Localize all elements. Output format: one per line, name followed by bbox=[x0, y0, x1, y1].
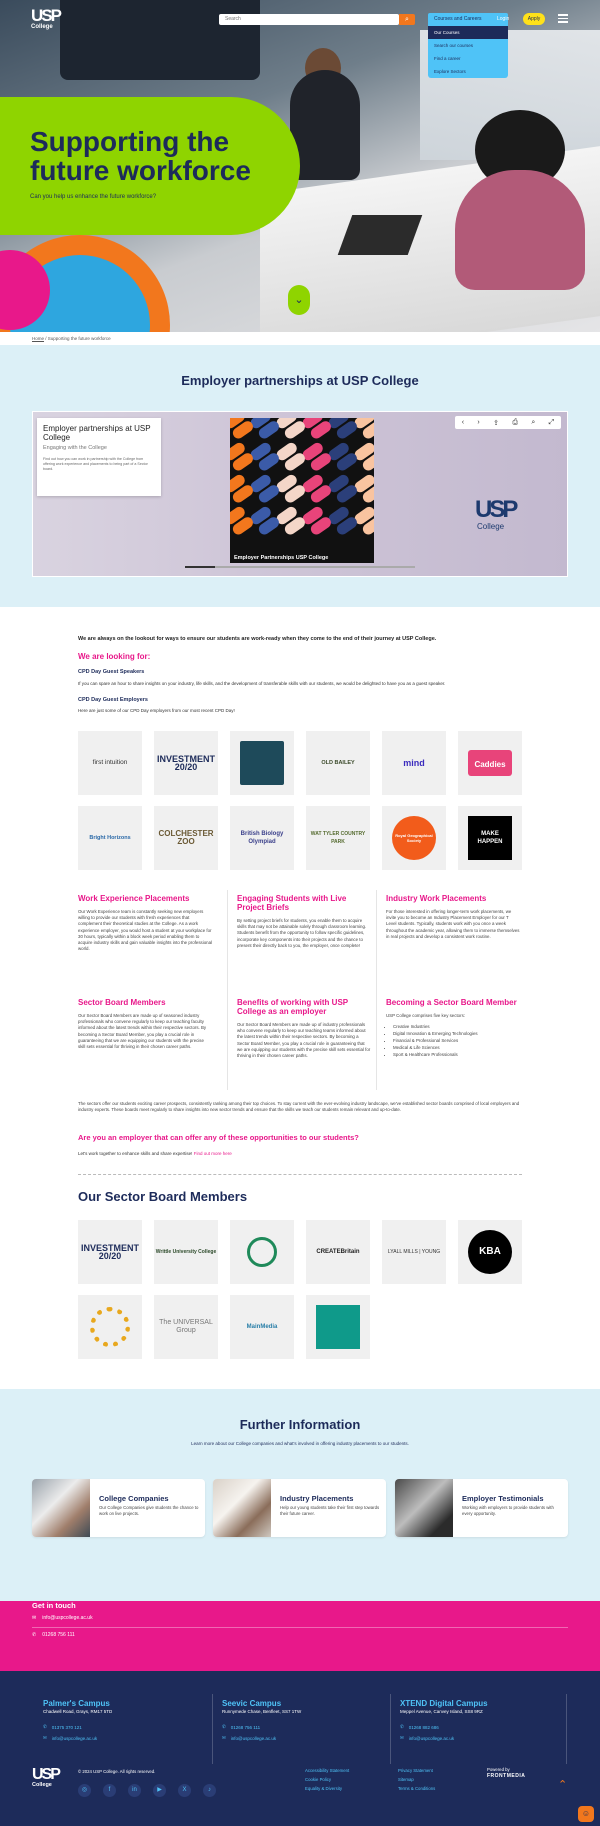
fullscreen-icon[interactable]: ⤢ bbox=[548, 418, 555, 426]
find-out-more-link[interactable]: Find out more here bbox=[193, 1151, 232, 1156]
logo-tile bbox=[306, 731, 370, 795]
sector-item: • Digital Innovation & Emerging Technologies bbox=[393, 1030, 520, 1037]
logo-tile bbox=[154, 731, 218, 795]
mail-icon: ✉ bbox=[32, 1615, 37, 1621]
logo-tile bbox=[154, 806, 218, 870]
link-accessibility[interactable]: Accessibility Statement bbox=[305, 1768, 350, 1773]
logo-label: CREATEBritain bbox=[316, 1249, 360, 1255]
sector-item: • Sport & Healthcare Professionals bbox=[393, 1051, 520, 1058]
campus-email[interactable]: ✉ info@uspcollege.ac.uk bbox=[43, 1735, 98, 1741]
card-employer-testimonials[interactable]: Employer Testimonials Working with employers to provide students with every opportunity. bbox=[395, 1479, 568, 1537]
link-cookie-policy[interactable]: Cookie Policy bbox=[305, 1777, 332, 1782]
sectors-paragraph: The sectors offer our students exciting career prospects, consistently ranking among their top choices. To stay current with the ever-evolving industry landscape, we've established sector boards comprised of local employers and industry experts. These boards meet regularly to share insights into new sector trends and ensure that the skills we teach our students remain relevant and up-to-date. bbox=[78, 1101, 520, 1113]
link-sitemap[interactable]: Sitemap bbox=[398, 1777, 414, 1782]
logo-tile bbox=[306, 1220, 370, 1284]
intro-text: We are always on the lookout for ways to ensure our students are work-ready when they come to the end of their journey at USP College. bbox=[78, 636, 437, 642]
logo-label: first intuition bbox=[92, 759, 128, 766]
logo-label: MAKE HAPPEN bbox=[477, 831, 503, 845]
card-image bbox=[213, 1479, 271, 1537]
print-icon[interactable]: ⎙ bbox=[512, 418, 518, 426]
poster-pattern bbox=[230, 418, 374, 563]
sector-item: • Financial & Professional Services bbox=[393, 1037, 520, 1044]
logo-tile bbox=[154, 1220, 218, 1284]
facebook-icon[interactable]: f bbox=[103, 1784, 116, 1797]
dropdown-item-search-courses[interactable]: Search our courses bbox=[434, 43, 474, 48]
logo-label: LYALL MILLS | YOUNG bbox=[387, 1249, 441, 1255]
card-image bbox=[32, 1479, 90, 1537]
campus-phone[interactable]: ✆ 01268 756 111 bbox=[222, 1724, 261, 1730]
logo-graphic bbox=[247, 1237, 277, 1267]
campus-phone[interactable]: ✆ 01268 882 686 bbox=[400, 1724, 439, 1730]
footer-logo[interactable]: USP College bbox=[32, 1766, 59, 1788]
hero bbox=[0, 0, 600, 332]
logo-label: WAT TYLER COUNTRY PARK bbox=[310, 831, 366, 845]
dropdown-item-find-career[interactable]: Find a career bbox=[434, 56, 461, 61]
agency-logo[interactable]: FRONTMEDIA bbox=[487, 1773, 526, 1779]
cpd-employers-text: Here are just some of our CPD Day employers from our most recent CPD Day! bbox=[78, 708, 235, 713]
logo-label: INVESTMENT 20/20 bbox=[80, 1243, 139, 1261]
logo-tile bbox=[382, 1220, 446, 1284]
sector-item: • Medical & Life Sciences bbox=[393, 1044, 520, 1051]
mail-icon: ✉ bbox=[43, 1735, 47, 1740]
logo-tile bbox=[78, 1295, 142, 1359]
viewer-progress[interactable] bbox=[185, 566, 415, 568]
employer-partnerships-section bbox=[0, 345, 600, 607]
logo-label: MainMedia bbox=[246, 1324, 278, 1330]
campus-email[interactable]: ✉ info@uspcollege.ac.uk bbox=[400, 1735, 455, 1741]
sector-item: • Creative Industries bbox=[393, 1023, 520, 1030]
logo-tile bbox=[78, 806, 142, 870]
logo-graphic bbox=[468, 816, 512, 860]
looking-for-heading: We are looking for: bbox=[78, 652, 151, 661]
mail-icon: ✉ bbox=[222, 1735, 226, 1740]
cpd-speakers-text: If you can spare an hour to share insights on your industry, life skills, and the development of transferable skills with our students, we would be delighted to have you as a guest speaker. bbox=[78, 681, 446, 686]
sector-board-title: Our Sector Board Members bbox=[78, 1189, 248, 1204]
apply-button[interactable]: Apply bbox=[523, 13, 545, 25]
campus-email[interactable]: ✉ info@uspcollege.ac.uk bbox=[222, 1735, 277, 1741]
logo-tile bbox=[458, 806, 522, 870]
further-title: Further Information bbox=[239, 1417, 361, 1432]
logo-graphic bbox=[240, 741, 284, 785]
tiktok-icon[interactable]: ♪ bbox=[203, 1784, 216, 1797]
x-icon[interactable]: X bbox=[178, 1784, 191, 1797]
chat-widget-icon[interactable]: ☺ bbox=[578, 1806, 594, 1822]
courses-careers-menu[interactable]: Courses and Careers bbox=[428, 13, 508, 26]
campus-xtend: XTEND Digital Campus Meppel Avenue, Canvey Island, SS8 9RZ ✆ 01268 882 686 ✉ info@uspcollege.ac.uk bbox=[400, 1699, 570, 1741]
youtube-icon[interactable]: ▶ bbox=[153, 1784, 166, 1797]
powered-by: Powered by bbox=[487, 1767, 510, 1772]
zoom-icon[interactable]: ⌕ bbox=[531, 418, 536, 426]
cpd-employers-title: CPD Day Guest Employers bbox=[78, 697, 148, 703]
link-privacy[interactable]: Privacy Statement bbox=[398, 1768, 433, 1773]
logo-label: Caddies bbox=[474, 760, 506, 769]
divider bbox=[78, 1174, 522, 1175]
campus-seevic: Seevic Campus Runnymede Chase, Benfleet, SS7 1TW ✆ 01268 756 111 ✉ info@uspcollege.ac.uk bbox=[222, 1699, 392, 1741]
footer bbox=[0, 1671, 600, 1826]
logo-label: Royal Geographical Society bbox=[395, 833, 433, 843]
campus-palmers: Palmer's Campus Chadwell Road, Grays, RM17 5TD ✆ 01375 370 121 ✉ info@uspcollege.ac.uk bbox=[43, 1699, 213, 1741]
copyright: © 2024 USP College. All rights reserved. bbox=[78, 1769, 156, 1774]
logo-tile bbox=[458, 1220, 522, 1284]
logo-tile bbox=[230, 1295, 294, 1359]
dropdown-item-our-courses[interactable]: Our Courses bbox=[428, 26, 508, 39]
get-in-touch-section bbox=[0, 1601, 600, 1671]
back-to-top-icon[interactable]: ⌃ bbox=[558, 1779, 568, 1791]
logo-tile bbox=[154, 1295, 218, 1359]
hero-photo bbox=[60, 0, 260, 80]
prev-icon[interactable]: ‹ bbox=[461, 419, 465, 426]
logo-tile bbox=[382, 806, 446, 870]
logo-tile bbox=[306, 806, 370, 870]
logo-tile bbox=[230, 731, 294, 795]
next-icon[interactable]: › bbox=[477, 419, 480, 426]
hero-subtitle: Can you help us enhance the future workforce? bbox=[30, 194, 157, 200]
phone-icon: ✆ bbox=[222, 1724, 226, 1729]
logo-graphic bbox=[468, 1230, 512, 1274]
employer-question: Are you an employer that can offer any of these opportunities to our students? bbox=[78, 1133, 359, 1142]
logo-label: Bright Horizons bbox=[89, 835, 131, 841]
becoming-member-block: Becoming a Sector Board Member USP College comprises five key sectors: • Creative Industries • Digital Innovation & Emerging Technologies • Financial & Professional Services • Medical & Life Sciences • Sport & Healthcare Professionals bbox=[386, 998, 520, 1058]
link-equality[interactable]: Equality & Diversity bbox=[305, 1786, 343, 1791]
logo-label: Writtle University College bbox=[155, 1249, 217, 1255]
breadcrumb-current: Supporting the future workforce bbox=[47, 336, 111, 341]
breadcrumb: Home / Supporting the future workforce bbox=[32, 336, 111, 341]
logo-graphic bbox=[90, 1307, 130, 1347]
logo-label: The UNIVERSAL Group bbox=[159, 1319, 213, 1334]
logo-label: INVESTMENT 20/20 bbox=[156, 754, 215, 772]
scroll-down-button[interactable] bbox=[288, 285, 310, 315]
card-image bbox=[395, 1479, 453, 1537]
dropdown-item-explore-sectors[interactable]: Explore Sectors bbox=[434, 69, 466, 74]
site-logo[interactable]: USP College bbox=[31, 6, 60, 30]
logo-tile bbox=[230, 1220, 294, 1284]
logo-label: British Biology Olympiad bbox=[240, 831, 284, 845]
usp-logo: USP College bbox=[475, 496, 516, 531]
logo-label: OLD BAILEY bbox=[321, 760, 355, 766]
cpd-speakers-title: CPD Day Guest Speakers bbox=[78, 669, 145, 675]
mail-icon: ✉ bbox=[400, 1735, 404, 1740]
industry-placements-block: Industry Work Placements For those interested in offering longer-term work placements, we invite you to become an Industry Placement Employer for our T Level students. Typically, students work with you once a week throughout the academic year, allowing them to immerse themselves in real projects and develop a consistent work routine. bbox=[386, 894, 520, 939]
logo-tile bbox=[78, 731, 142, 795]
card-college-companies[interactable]: College Companies Our College Companies give students the chance to work on live projects. bbox=[32, 1479, 205, 1537]
linkedin-icon[interactable]: in bbox=[128, 1784, 141, 1797]
hero-title: Supporting the future workforce bbox=[30, 126, 251, 186]
logo-graphic bbox=[392, 816, 436, 860]
instagram-icon[interactable]: ◎ bbox=[78, 1784, 91, 1797]
logo-tile bbox=[78, 1220, 142, 1284]
courses-dropdown bbox=[428, 26, 508, 78]
logo-graphic bbox=[468, 750, 511, 776]
section-title: Employer partnerships at USP College bbox=[181, 373, 419, 388]
logo-label: KBA bbox=[479, 1246, 501, 1257]
lets-work-text: Let's work together to enhance skills and share expertise! Find out more here bbox=[78, 1151, 232, 1156]
logo-tile bbox=[306, 1295, 370, 1359]
search-icon: ⌕ bbox=[405, 16, 409, 23]
logo-label: mind bbox=[403, 758, 425, 768]
logo-graphic bbox=[316, 1305, 360, 1349]
benefits-block: Benefits of working with USP College as an employer Our Sector Board Members are made up of industry professionals who convene regularly to keep our teaching teams informed about the latest trends within their respective sectors. By becoming a Sector Board Member, you play a crucial role in guaranteeing that we are equipping our students with the precise skill sets essential for thriving in their chosen career paths. bbox=[237, 998, 371, 1059]
phone-icon: ✆ bbox=[400, 1724, 404, 1729]
hamburger-menu-icon[interactable] bbox=[558, 14, 568, 23]
slide-card: Employer partnerships at USP College Engaging with the College Find out how you can work in partnership with the College from offering work experience and placements to being part of a Sector board. bbox=[37, 418, 161, 496]
login-link[interactable]: Login bbox=[497, 16, 510, 22]
live-project-block: Engaging Students with Live Project Briefs By setting project briefs for students, you enable them to acquire skills that may not be attainable solely through classroom learning. Students benefit from the opportunity to follow specific guidelines, incorporate key components into their projects and the chance to present their directly back to you, the employer, once complete! bbox=[237, 894, 367, 948]
phone-icon: ✆ bbox=[43, 1724, 47, 1729]
sector-board-block: Sector Board Members Our Sector Board Members are made up of seasoned industry professionals who convene regularly to keep our teaching faculty informed about the latest trends within their respective sectors. By becoming a Sector Board Member, you play a crucial role in guaranteeing that we are equipping our students with the precise skill sets essential for thriving in their chosen career paths. bbox=[78, 998, 207, 1050]
breadcrumb-home[interactable]: Home bbox=[32, 336, 45, 341]
logo-label: COLCHESTER ZOO bbox=[158, 829, 214, 846]
viewer-toolbar bbox=[455, 416, 561, 429]
presentation-viewer[interactable] bbox=[32, 411, 568, 577]
work-experience-block: Work Experience Placements Our Work Experience team is constantly seeking new employers willing to provide our students with fresh experiences that complement their theoretical studies at the College. As a work experience employer, you would host a student at your workplace for 30 hours, typically within a block week period enabling them to acquire industry skills and gain valuable insights into the professional world. bbox=[78, 894, 212, 952]
share-icon[interactable]: ⇪ bbox=[493, 419, 499, 427]
phone-icon: ✆ bbox=[32, 1632, 37, 1638]
card-industry-placements[interactable]: Industry Placements Help our young students take their first step towards their future career. bbox=[213, 1479, 386, 1537]
chevron-down-icon: ⌄ bbox=[294, 294, 304, 306]
search-input[interactable] bbox=[219, 14, 399, 25]
partnerships-poster: Employer Partnerships USP College bbox=[230, 418, 374, 563]
logo-tile bbox=[458, 731, 522, 795]
further-lead: Learn more about our College companies and what's involved in offering industry placements to our students. bbox=[191, 1441, 409, 1446]
touch-email[interactable]: ✉ info@uspcollege.ac.uk bbox=[32, 1615, 93, 1621]
search-button[interactable] bbox=[399, 14, 415, 25]
link-terms[interactable]: Terms & Conditions bbox=[398, 1786, 436, 1791]
logo-tile bbox=[382, 731, 446, 795]
touch-phone[interactable]: ✆ 01268 756 111 bbox=[32, 1632, 75, 1638]
get-in-touch-title: Get in touch bbox=[32, 1601, 76, 1610]
further-information-section bbox=[0, 1389, 600, 1601]
campus-phone[interactable]: ✆ 01375 370 121 bbox=[43, 1724, 82, 1730]
logo-tile bbox=[230, 806, 294, 870]
